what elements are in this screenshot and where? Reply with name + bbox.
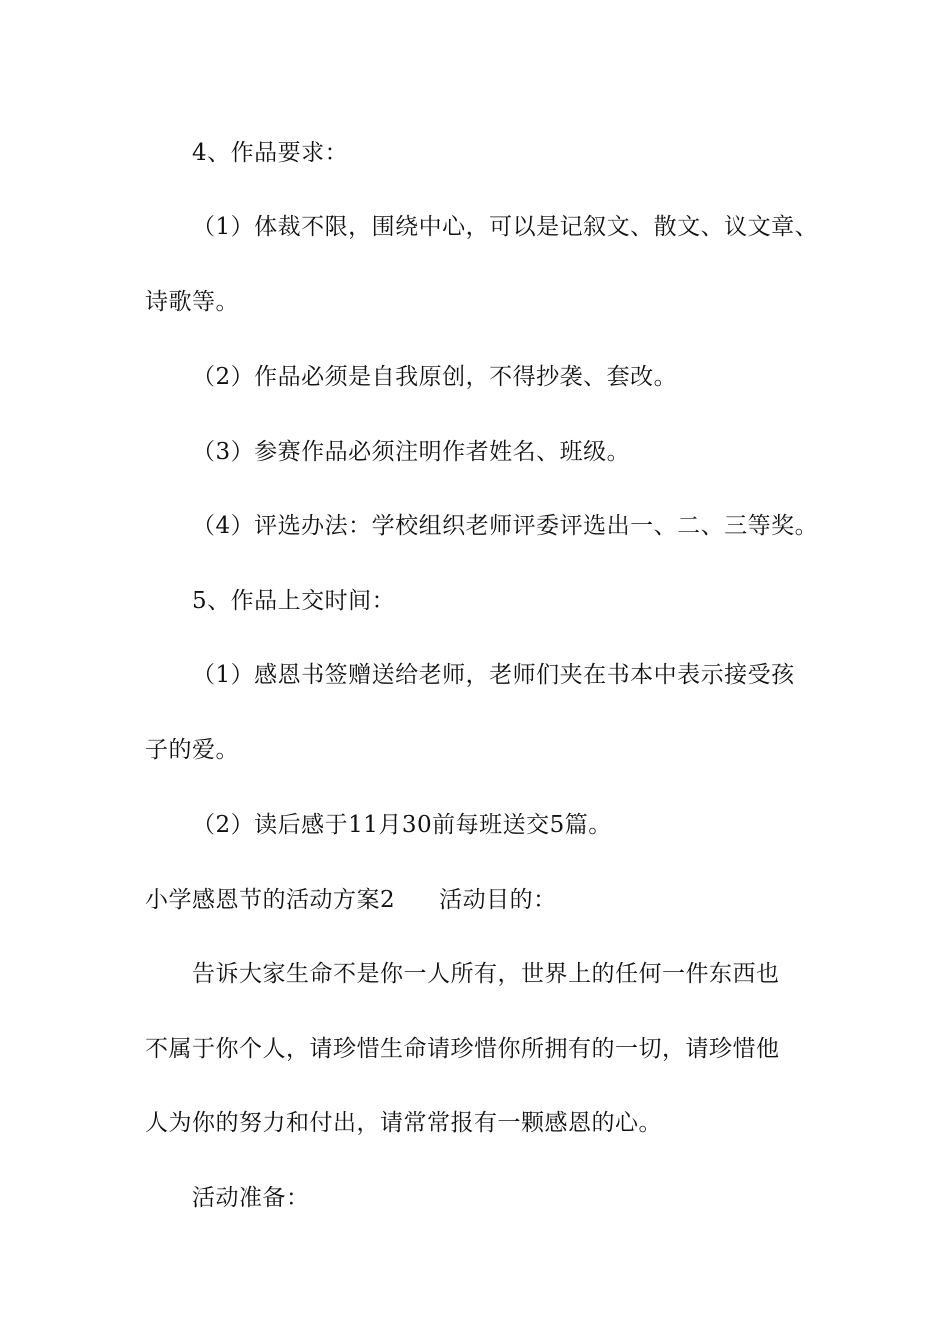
plan-title: 小学感恩节的活动方案2 xyxy=(145,887,396,913)
paragraph-line: （1）体裁不限，围绕中心，可以是记叙文、散文、议文章、 xyxy=(192,214,819,240)
paragraph-line: 人为你的努力和付出，请常常报有一颗感恩的心。 xyxy=(145,1110,662,1136)
paragraph-line: 诗歌等。 xyxy=(145,289,239,315)
paragraph-line: （2）读后感于11月30前每班送交5篇。 xyxy=(192,812,612,838)
plan-title-line xyxy=(145,885,557,915)
activity-goal-heading: 活动目的： xyxy=(439,887,557,913)
paragraph-line: 告诉大家生命不是你一人所有，世界上的任何一件东西也 xyxy=(192,961,780,987)
section-heading-requirements: 4、作品要求： xyxy=(192,140,349,166)
section-heading-preparation: 活动准备： xyxy=(192,1185,310,1211)
paragraph-line: （2）作品必须是自我原创，不得抄袭、套改。 xyxy=(192,364,678,390)
paragraph-line: 子的爱。 xyxy=(145,737,239,763)
paragraph-line: 不属于你个人，请珍惜生命请珍惜你所拥有的一切，请珍惜他 xyxy=(145,1036,780,1062)
paragraph-line: （1）感恩书签赠送给老师，老师们夹在书本中表示接受孩 xyxy=(192,662,795,688)
paragraph-line: （4）评选办法：学校组织老师评委评选出一、二、三等奖。 xyxy=(192,513,819,539)
paragraph-line: （3）参赛作品必须注明作者姓名、班级。 xyxy=(192,439,631,465)
section-heading-deadline: 5、作品上交时间： xyxy=(192,588,396,614)
